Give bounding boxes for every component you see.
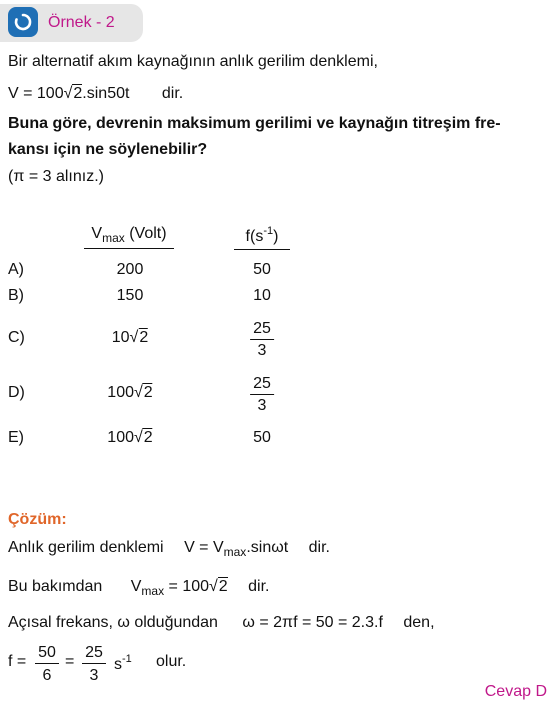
option-d-label[interactable]: D)	[8, 384, 25, 401]
option-b-vmax: 150	[116, 287, 144, 304]
option-c-frequency: $\frac{25}{3}$	[250, 320, 274, 359]
option-b-frequency: 10	[253, 287, 271, 304]
solution-end: olur.	[156, 653, 187, 670]
solution-unit: $s^{-1}$	[114, 653, 132, 673]
header-badge	[8, 7, 38, 37]
solution-fraction-2: $\frac{25}{3}$	[82, 644, 106, 686]
option-e-label[interactable]: E)	[8, 429, 24, 446]
solution-line-1: Anlık gerilim denklemi $V = V_{max}.\sin\omega t$ dir.	[8, 539, 330, 559]
answer-label: Cevap D	[484, 683, 547, 700]
eq-prefix: V = 100	[8, 85, 64, 102]
option-d-vmax: 100√2	[107, 384, 153, 401]
option-a-vmax: 200	[116, 261, 144, 278]
option-b-label[interactable]: B)	[8, 287, 24, 304]
solution-f-label: f =	[8, 653, 27, 670]
option-d-frequency: $\frac{25}{3}$	[250, 375, 274, 414]
question-bold-line-2: kansı için ne söylenebilir?	[8, 141, 208, 158]
option-a-frequency: 50	[253, 261, 271, 278]
refresh-circle-icon	[13, 12, 33, 32]
option-c-vmax: 10√2	[111, 329, 149, 346]
option-e-vmax: 100√2	[107, 429, 153, 446]
solution-fraction-1: $\frac{50}{6}$	[35, 644, 59, 686]
option-a-label[interactable]: A)	[8, 261, 24, 278]
col-frequency-header: $f(s^{-1})$	[234, 225, 290, 250]
example-title: Örnek - 2	[48, 14, 115, 31]
question-bold-line-1: Buna göre, devrenin maksimum gerilimi ve kaynağın titreşim fre-	[8, 115, 501, 132]
question-equation: V = 100√2.sin50t dir.	[8, 85, 184, 102]
option-e-frequency: 50	[253, 429, 271, 446]
eq-suffix: .sin50t	[82, 85, 130, 102]
eq-root: 2	[73, 85, 83, 102]
question-line-1: Bir alternatif akım kaynağının anlık gerilim denklemi,	[8, 53, 378, 70]
eq-end: dir.	[161, 85, 184, 102]
solution-line-3: Açısal frekans, ω olduğundan ω = 2πf = 50 = 2.3.f den,	[8, 614, 435, 631]
question-note: (π = 3 alınız.)	[8, 168, 104, 185]
solution-title: Çözüm:	[8, 511, 67, 528]
option-c-label[interactable]: C)	[8, 329, 25, 346]
col-vmax-header: $V_{max}$ (Volt)	[84, 225, 174, 249]
solution-equals: =	[65, 653, 75, 670]
solution-line-2: Bu bakımdan $V_{max} = 100√2$ dir.	[8, 578, 270, 598]
